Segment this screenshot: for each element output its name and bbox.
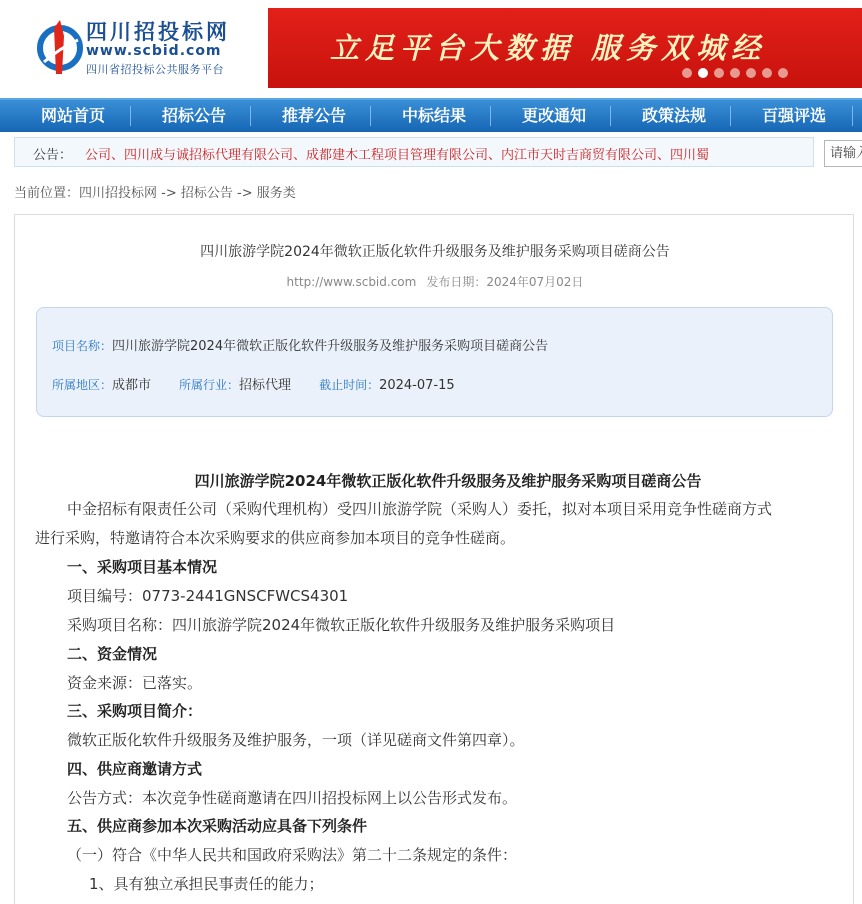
breadcrumb-separator: -> [232,186,257,201]
breadcrumb-link-home[interactable]: 四川招投标网 [79,186,158,201]
project-info-box [36,307,833,417]
section-heading: 一、采购项目基本情况 [67,558,218,576]
article-meta [15,273,855,290]
body-paragraph: 项目编号：0773-2441GNSCFWCS4301 [67,587,349,605]
nav-change-notices[interactable]: 更改通知 [521,106,586,125]
publish-date: 2024年07月02日 [486,275,584,289]
nav-policies[interactable]: 政策法规 [641,106,706,125]
nav-tender-notices[interactable]: 招标公告 [161,106,226,125]
industry-cell [179,374,291,393]
project-name-label: 项目名称： [52,339,113,353]
publish-date-label: 发布日期： [426,275,487,289]
breadcrumb-prefix: 当前位置： [14,186,80,201]
nav-top100[interactable]: 百强评选 [761,106,826,125]
body-paragraph: 微软正版化软件升级服务及维护服务，一项（详见磋商文件第四章）。 [67,731,525,749]
site-logo[interactable] [34,14,264,80]
site-url: www.scbid.com [86,43,222,59]
body-paragraph: 进行采购，特邀请符合本次采购要求的供应商参加本项目的竞争性磋商。 [35,529,516,547]
banner-dot[interactable] [778,68,788,78]
banner-slogan: 立足平台大数据 服务双城经 [330,31,767,65]
site-header [0,0,862,98]
banner-dot[interactable] [762,68,772,78]
project-name-row [52,335,548,354]
article-panel [14,214,854,904]
notice-label: 公告： [33,148,73,163]
site-subtitle: 四川省招投标公共服务平台 [86,63,224,76]
article-title: 四川旅游学院2024年微软正版化软件升级服务及维护服务采购项目磋商公告 [200,244,670,260]
region-value: 成都市 [112,378,152,393]
breadcrumb-separator: -> [157,186,181,201]
nav-award-results[interactable]: 中标结果 [401,106,466,125]
nav-recommended[interactable]: 推荐公告 [281,106,346,125]
industry-label: 所属行业： [179,378,240,392]
notice-bar [14,137,814,167]
nav-home[interactable]: 网站首页 [40,106,105,125]
industry-value: 招标代理 [239,378,292,393]
document-title: 四川旅游学院2024年微软正版化软件升级服务及维护服务采购项目磋商公告 [194,472,702,490]
region-cell [52,374,151,393]
body-paragraph: （一）符合《中华人民共和国政府采购法》第二十二条规定的条件： [67,846,518,864]
banner-dot[interactable] [682,68,692,78]
section-heading: 五、供应商参加本次采购活动应具备下列条件 [67,817,368,835]
body-paragraph: 采购项目名称：四川旅游学院2024年微软正版化软件升级服务及维护服务采购项目 [67,616,616,634]
body-paragraph: 1、具有独立承担民事责任的能力； [89,875,324,893]
region-label: 所属地区： [52,378,113,392]
breadcrumb-link-service[interactable]: 服务类 [256,186,296,201]
section-heading: 四、供应商邀请方式 [67,760,203,778]
banner-dots [682,68,788,78]
project-name-value: 四川旅游学院2024年微软正版化软件升级服务及维护服务采购项目磋商公告 [112,339,549,354]
deadline-cell [319,374,455,393]
banner-dot[interactable] [746,68,756,78]
site-name: 四川招投标网 [86,19,230,44]
deadline-value: 2024-07-15 [379,378,455,393]
logo-emblem-icon [34,18,88,76]
banner-dot-active[interactable] [698,68,708,78]
breadcrumb [14,182,296,201]
notice-marquee[interactable]: 公司、四川成与诚招标代理有限公司、成都建木工程项目管理有限公司、内江市天时吉商贸有限公司、四川蜀 [85,148,710,163]
body-paragraph: 中金招标有限责任公司（采购代理机构）受四川旅游学院（采购人）委托，拟对本项目采用竞争性磋商方式 [67,500,773,518]
main-nav [0,98,862,132]
project-meta-row [52,374,483,393]
nav-divider [852,106,853,126]
body-paragraph: 资金来源：已落实。 [67,674,203,692]
banner-dot[interactable] [714,68,724,78]
banner[interactable] [268,8,862,88]
body-paragraph: 公告方式：本次竞争性磋商邀请在四川招投标网上以公告形式发布。 [67,789,518,807]
banner-dot[interactable] [730,68,740,78]
search-input[interactable] [824,140,862,167]
breadcrumb-link-tender[interactable]: 招标公告 [180,186,233,201]
deadline-label: 截止时间： [319,378,380,392]
article-source: http://www.scbid.com [286,275,417,289]
section-heading: 三、采购项目简介： [67,702,203,720]
section-heading: 二、资金情况 [67,645,158,663]
